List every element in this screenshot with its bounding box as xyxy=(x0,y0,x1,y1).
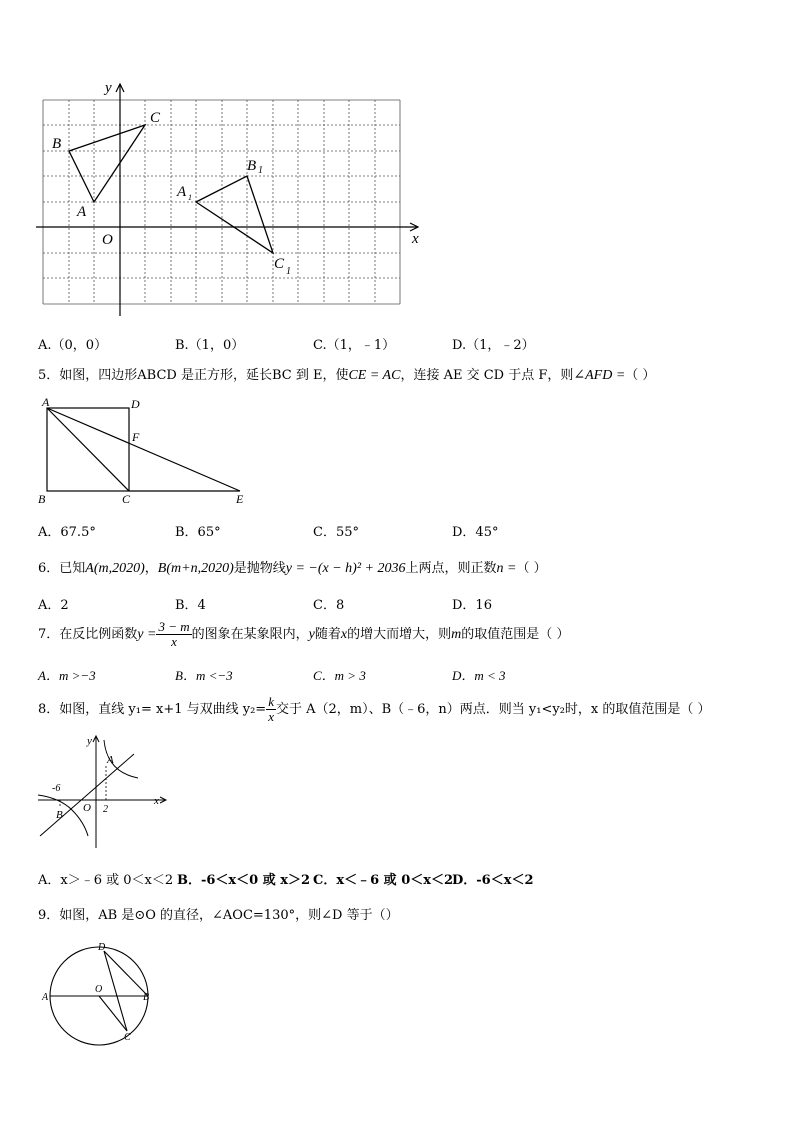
label-a1-sub: 1 xyxy=(188,193,192,202)
q6-point-b: B(m+n,2020) xyxy=(157,561,234,576)
label-a: A xyxy=(42,992,49,1003)
tick-minus-6: -6 xyxy=(52,783,61,794)
q6-text-pre: 6．已知 xyxy=(38,561,86,576)
q7-var-y: y xyxy=(308,627,315,642)
q8-fraction-numerator: k xyxy=(268,694,274,709)
q6-point-a: A(m,2020) xyxy=(85,561,145,576)
grid-triangle-figure xyxy=(36,78,436,318)
label-d: D xyxy=(98,942,106,953)
label-a: A xyxy=(77,204,87,220)
label-c1-sub: 1 xyxy=(286,266,291,277)
question-7 xyxy=(38,620,569,650)
label-b1-sub: 1 xyxy=(258,165,263,176)
x-axis-label: x xyxy=(412,231,419,247)
label-a: A xyxy=(42,395,50,409)
q5-text-pre: 5．如图，四边形ABCD 是正方形，延长BC 到 E，使 xyxy=(38,368,349,383)
label-b: B xyxy=(56,809,63,821)
q7-option-d: D．m < 3 xyxy=(452,668,506,683)
label-a1: A xyxy=(177,184,187,200)
circle-figure xyxy=(36,936,166,1048)
q6-option-c: C．8 xyxy=(313,598,345,613)
label-d: D xyxy=(131,397,140,411)
origin-label: O xyxy=(83,802,91,814)
q5-text-post: （ ） xyxy=(625,368,656,383)
q7-fraction-numerator: 3 − m xyxy=(158,619,190,634)
triangle-abc xyxy=(69,125,145,202)
q6-option-b: B．4 xyxy=(175,598,206,613)
q6-text-mid: 是抛物线 xyxy=(233,561,286,576)
label-f: F xyxy=(132,430,140,444)
square-figure xyxy=(36,395,256,507)
q7-text-post: 的取值范围是（ ） xyxy=(461,627,570,642)
q4-option-a: A.（0，0） xyxy=(38,338,108,353)
label-c: C xyxy=(122,492,131,506)
label-o: O xyxy=(95,984,103,995)
q6-sep: ， xyxy=(144,561,158,576)
q4-option-d: D.（1，﹣2） xyxy=(452,338,535,353)
q5-option-a: A．67.5° xyxy=(38,525,96,540)
question-9: 9．如图，AB 是⊙O 的直径，∠AOC=130°，则∠D 等于（） xyxy=(38,908,399,923)
q6-option-d: D．16 xyxy=(452,598,492,613)
q6-option-a: A．2 xyxy=(38,598,69,613)
q4-option-b: B.（1，0） xyxy=(175,338,245,353)
q8-fraction-denominator: x xyxy=(268,709,274,724)
q5-option-c: C．55° xyxy=(313,525,359,540)
label-b: B xyxy=(38,492,46,506)
origin-label: O xyxy=(102,232,113,248)
q5-math-afd: ∠AFD = xyxy=(573,368,626,383)
q5-option-d: D．45° xyxy=(452,525,499,540)
q7-fraction xyxy=(156,620,191,649)
hyperbola-figure xyxy=(34,732,174,850)
label-c: C xyxy=(150,110,161,126)
q8-option-a: A．x＞﹣6 或 0＜x＜2 xyxy=(38,873,174,888)
q7-option-b: B．m <−3 xyxy=(175,668,233,683)
q6-text-post: 上两点，则正数 xyxy=(405,561,497,576)
q4-option-c: C.（1，﹣1） xyxy=(313,338,396,353)
question-5 xyxy=(38,364,655,384)
q7-text-mid2: 随着 xyxy=(314,627,341,642)
q6-parabola-equation: y = −(x − h)² + 2036 xyxy=(285,561,406,576)
question-8 xyxy=(38,692,711,728)
triangle-a1b1c1 xyxy=(196,176,273,253)
q5-option-b: B．65° xyxy=(175,525,221,540)
q7-option-a: A．m >−3 xyxy=(38,668,96,683)
q7-text-mid3: 的增大而增大，则 xyxy=(347,627,452,642)
q7-text-pre: 7．在反比例函数 xyxy=(38,627,138,642)
tick-2: 2 xyxy=(103,804,108,815)
q6-n: n = xyxy=(496,561,517,576)
question-6 xyxy=(38,557,547,577)
q8-option-b: B．-6＜x＜0 或 x＞2 xyxy=(177,873,311,888)
label-e: E xyxy=(236,492,244,506)
label-b: B xyxy=(143,992,150,1003)
q7-y-equals: y = xyxy=(137,627,157,642)
x-axis-label: x xyxy=(154,795,159,807)
grid-lines xyxy=(43,100,400,304)
q7-fraction-denominator: x xyxy=(171,634,177,649)
label-c1: C xyxy=(274,256,285,272)
q8-text-post: 交于 A（2，m）、B（﹣6，n）两点．则当 y₁<y₂时，x 的取值范围是（ ） xyxy=(275,702,711,717)
q6-text-tail: （ ） xyxy=(516,561,547,576)
label-b1: B xyxy=(247,158,257,174)
q7-var-m: m xyxy=(451,627,462,642)
q7-option-c: C．m > 3 xyxy=(313,668,366,683)
q5-math-ce-ac: CE = AC xyxy=(348,368,401,383)
q5-text-mid: ，连接 AE 交 CD 于点 F，则 xyxy=(400,368,574,383)
label-a: A xyxy=(107,754,114,766)
y-axis-label: y xyxy=(105,80,112,96)
q8-text-pre: 8．如图，直线 y₁= x+1 与双曲线 y₂= xyxy=(38,702,267,717)
q8-option-c: C．x＜﹣6 或 0＜x＜2 xyxy=(313,873,454,888)
label-c: C xyxy=(124,1032,131,1043)
q7-var-x: x xyxy=(340,627,348,642)
q8-fraction xyxy=(266,695,276,724)
q7-text-mid: 的图象在某象限内， xyxy=(191,627,309,642)
q8-option-d: D．-6＜x＜2 xyxy=(452,873,534,888)
label-b: B xyxy=(52,136,62,152)
y-axis-label: y xyxy=(87,735,92,747)
